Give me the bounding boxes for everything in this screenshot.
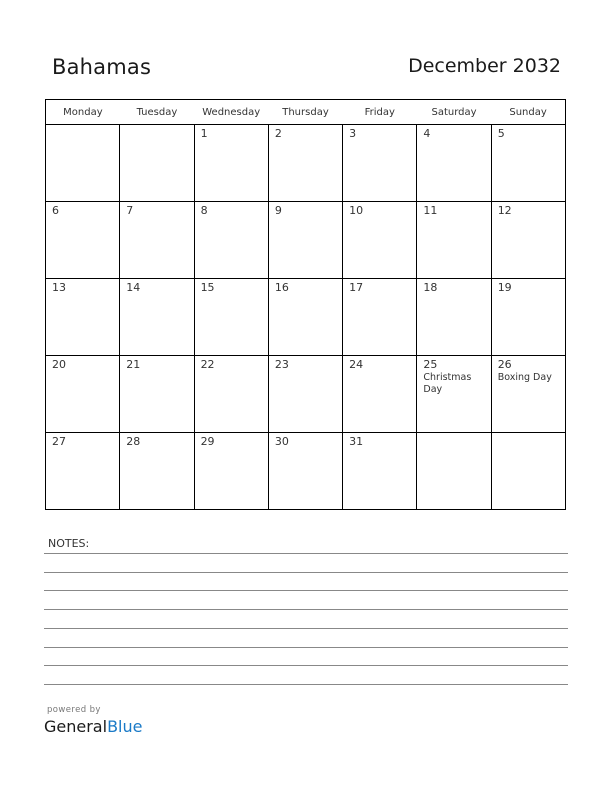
day-number: 31 (349, 435, 364, 448)
note-line (44, 590, 568, 591)
day-cell (491, 125, 565, 202)
note-line (44, 684, 568, 685)
month-year-title: December 2032 (408, 55, 561, 77)
day-number: 5 (497, 127, 505, 140)
day-number: 2 (274, 127, 282, 140)
day-cell (120, 202, 194, 279)
day-number: 22 (200, 358, 215, 371)
day-number: 10 (349, 204, 364, 217)
day-cell (343, 279, 417, 356)
weekday-sunday: Sunday (491, 100, 565, 125)
calendar-grid (45, 99, 566, 510)
day-cell (343, 125, 417, 202)
day-number: 11 (423, 204, 438, 217)
day-number: 7 (126, 204, 134, 217)
day-number: 24 (349, 358, 364, 371)
day-cell (46, 202, 120, 279)
week-row (46, 202, 566, 279)
generalblue-logo (44, 717, 142, 736)
note-line (44, 628, 568, 629)
day-cell (120, 279, 194, 356)
day-cell (491, 202, 565, 279)
day-cell (194, 433, 268, 510)
day-cell (46, 125, 120, 202)
day-cell (194, 356, 268, 433)
day-cell (417, 202, 491, 279)
day-number: 1 (200, 127, 208, 140)
weekday-tuesday: Tuesday (120, 100, 194, 125)
day-number: 29 (200, 435, 215, 448)
day-cell (417, 433, 491, 510)
notes-label: NOTES: (48, 537, 90, 550)
week-row (46, 356, 566, 433)
note-line (44, 553, 568, 554)
brand-general: General (44, 717, 108, 736)
note-line (44, 609, 568, 610)
day-number: 15 (200, 281, 215, 294)
day-cell (268, 125, 342, 202)
day-cell (194, 125, 268, 202)
note-line (44, 665, 568, 666)
day-cell (268, 433, 342, 510)
day-cell (194, 279, 268, 356)
day-number: 26 (497, 358, 512, 371)
day-cell (491, 356, 565, 433)
weekday-thursday: Thursday (268, 100, 342, 125)
day-cell (46, 279, 120, 356)
day-number: 23 (274, 358, 289, 371)
day-number: 20 (52, 358, 66, 371)
day-number: 3 (349, 127, 357, 140)
day-cell (491, 279, 565, 356)
day-cell (417, 125, 491, 202)
day-number: 14 (126, 281, 141, 294)
day-number: 13 (52, 281, 66, 294)
day-number: 17 (349, 281, 364, 294)
day-cell (343, 356, 417, 433)
day-number: 18 (423, 281, 438, 294)
day-cell (417, 356, 491, 433)
day-number: 12 (497, 204, 512, 217)
day-number: 6 (52, 204, 59, 217)
powered-by-text: powered by (47, 705, 101, 715)
day-cell (268, 279, 342, 356)
brand-blue: Blue (107, 717, 143, 736)
country-title: Bahamas (52, 55, 152, 79)
day-cell (194, 202, 268, 279)
week-row (46, 279, 566, 356)
day-number: 30 (274, 435, 289, 448)
week-row (46, 433, 566, 510)
note-line (44, 572, 568, 573)
day-cell (46, 356, 120, 433)
weekday-header-row (46, 100, 566, 125)
week-row (46, 125, 566, 202)
day-cell (491, 433, 565, 510)
day-number: 8 (200, 204, 208, 217)
day-cell (268, 356, 342, 433)
weekday-saturday: Saturday (417, 100, 491, 125)
day-number: 9 (274, 204, 282, 217)
day-cell (417, 279, 491, 356)
day-number: 28 (126, 435, 141, 448)
holiday-label: Boxing Day (497, 372, 552, 383)
day-number: 16 (274, 281, 289, 294)
day-cell (120, 125, 194, 202)
day-cell (343, 433, 417, 510)
day-cell (46, 433, 120, 510)
weekday-monday: Monday (46, 100, 120, 125)
day-number: 21 (126, 358, 141, 371)
day-cell (120, 433, 194, 510)
day-number: 25 (423, 358, 438, 371)
weekday-friday: Friday (343, 100, 417, 125)
day-cell (268, 202, 342, 279)
note-line (44, 647, 568, 648)
weekday-wednesday: Wednesday (194, 100, 268, 125)
day-cell (343, 202, 417, 279)
day-number: 19 (497, 281, 512, 294)
holiday-label: Christmas Day (423, 372, 472, 395)
day-number: 27 (52, 435, 66, 448)
day-number: 4 (423, 127, 431, 140)
day-cell (120, 356, 194, 433)
